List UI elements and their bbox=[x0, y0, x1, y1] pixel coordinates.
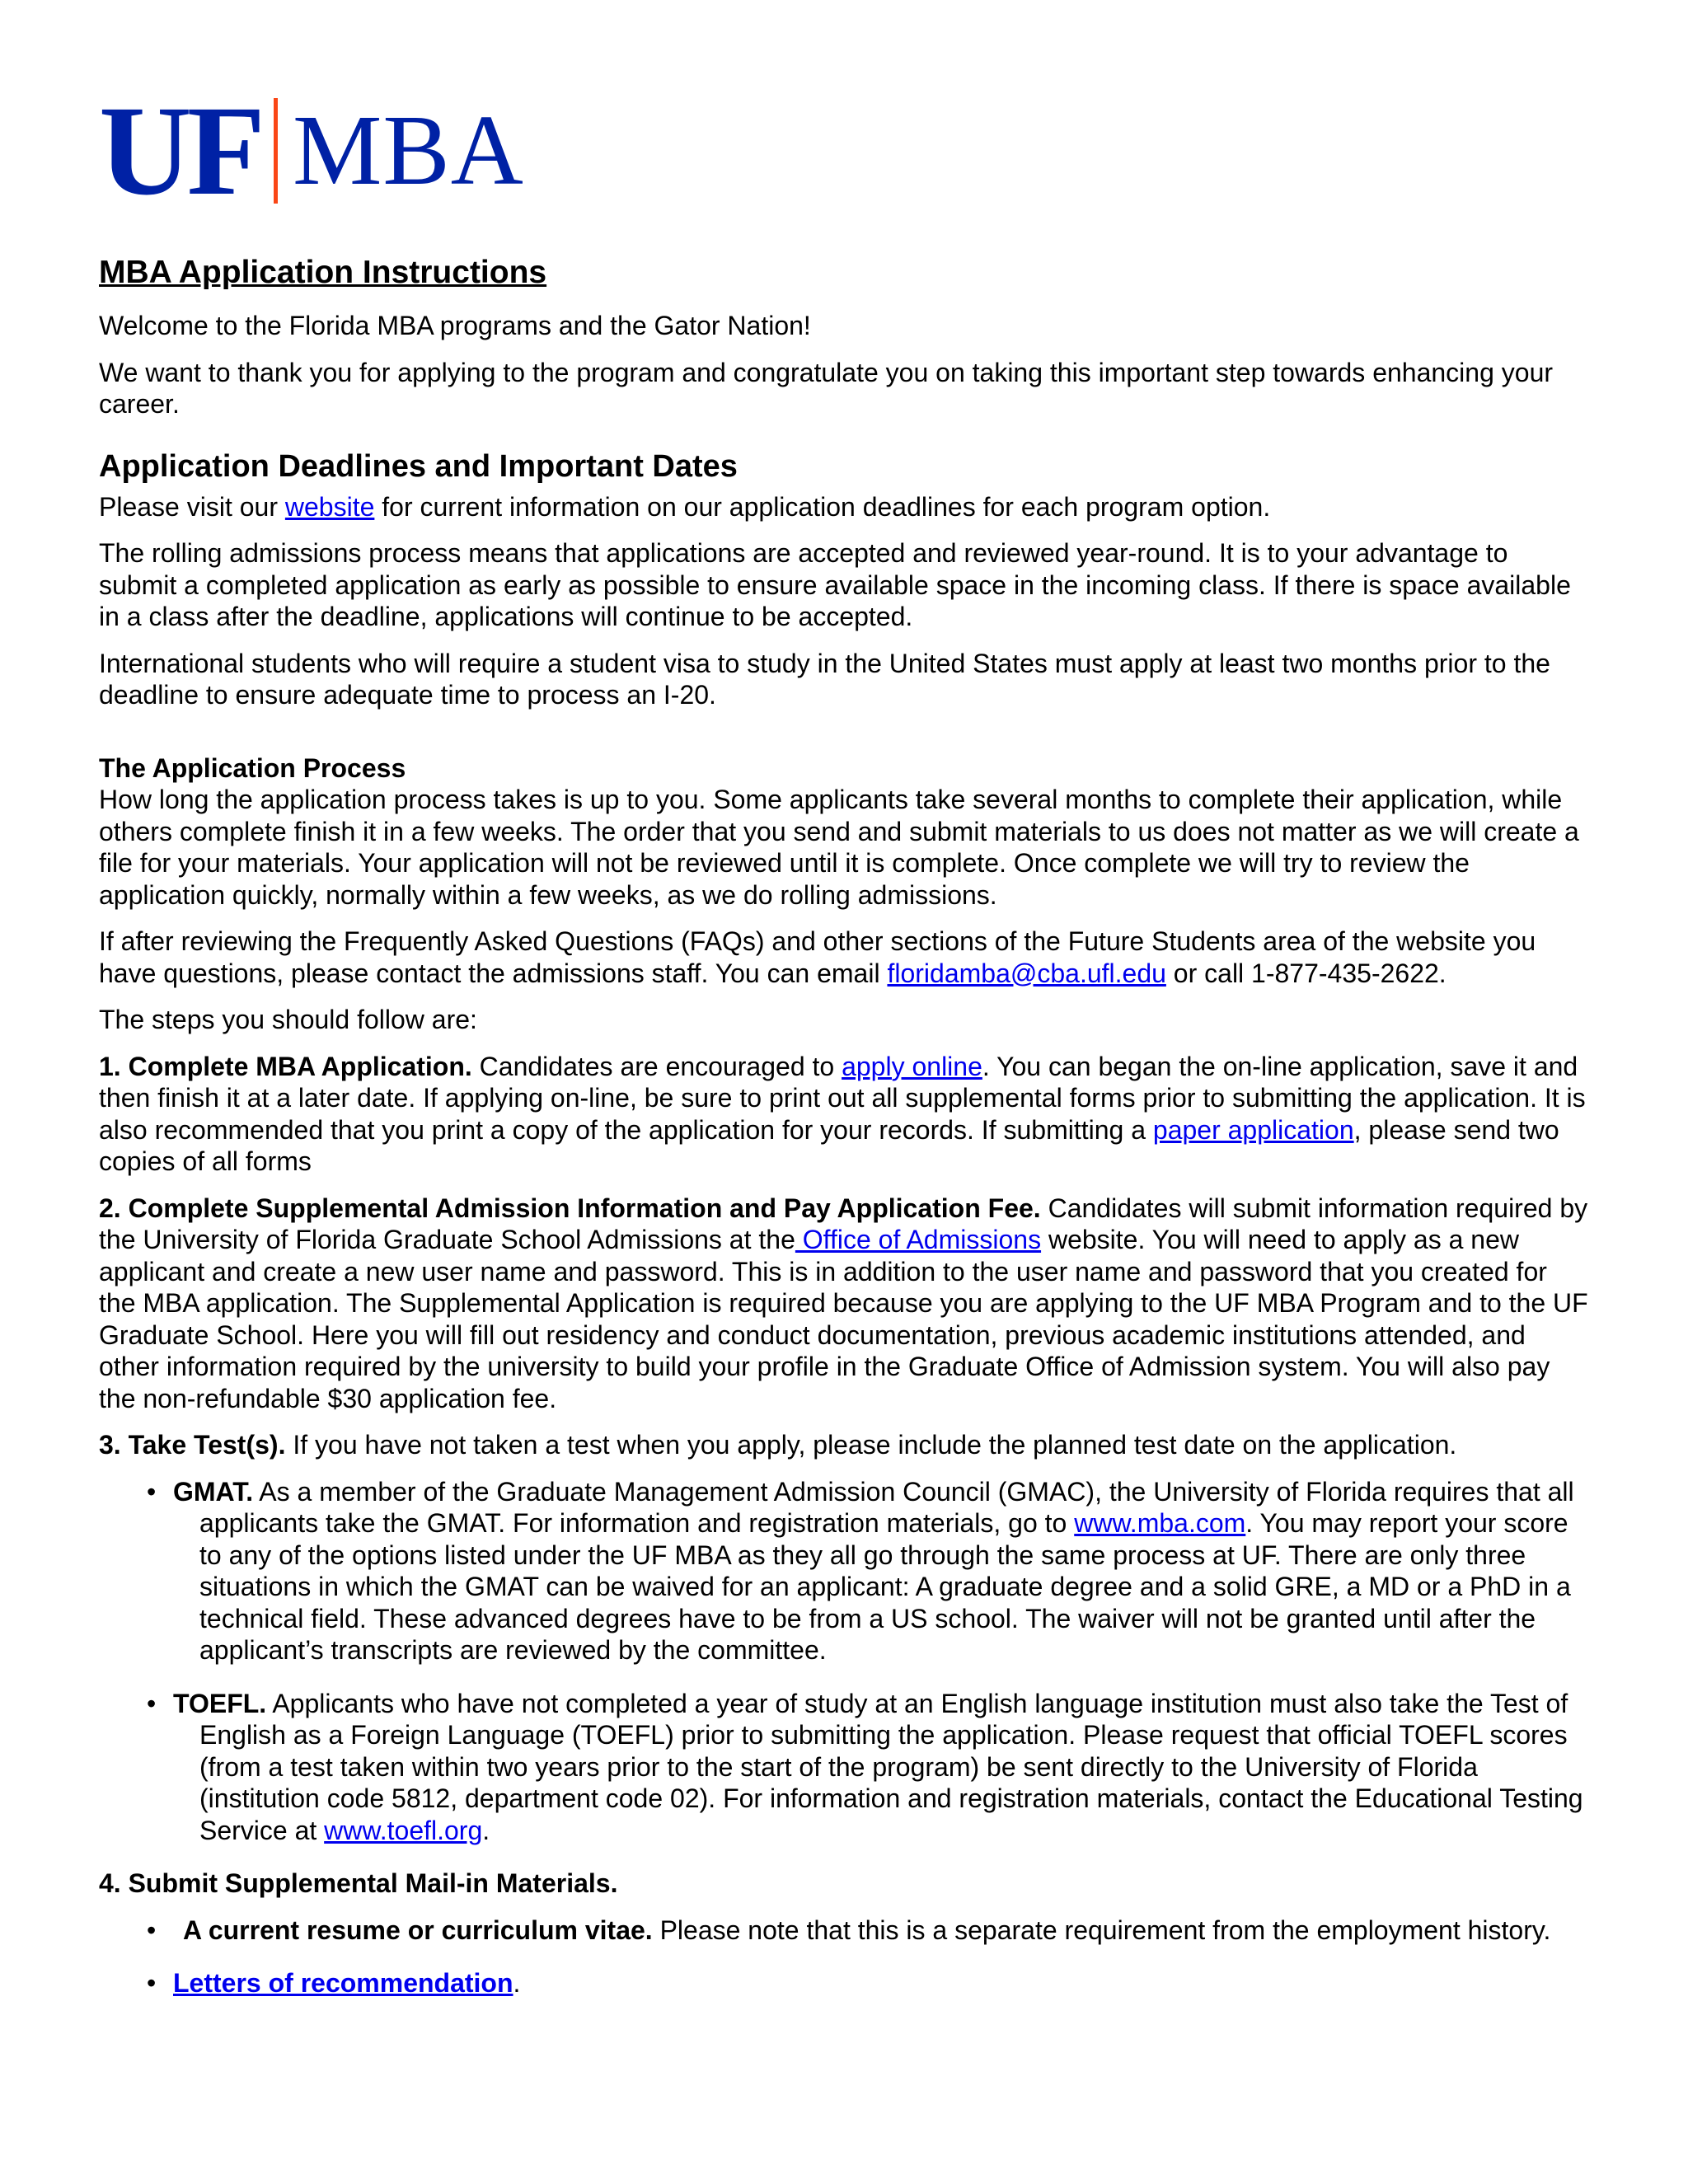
bullet-icon: • bbox=[147, 1968, 157, 1998]
page-title: MBA Application Instructions bbox=[99, 255, 547, 290]
step-2-label: 2. Complete Supplemental Admission Information and Pay Application Fee. bbox=[99, 1193, 1041, 1223]
deadlines-heading: Application Deadlines and Important Dates bbox=[99, 448, 738, 484]
paper-application-link[interactable]: paper application bbox=[1152, 1114, 1354, 1145]
step-4-label: 4. Submit Supplemental Mail-in Materials. bbox=[99, 1868, 618, 1898]
materials-list bbox=[99, 1915, 1591, 1999]
thanks-paragraph: We want to thank you for applying to the program and congratulate you on taking this important step towards enhancing your career. bbox=[99, 357, 1554, 419]
email-link[interactable]: floridamba@cba.ufl.edu bbox=[887, 958, 1166, 988]
step-2-paragraph: 2. Complete Supplemental Admission Information and Pay Application Fee. Candidates will submit information required by the University of Florida Graduate School Admissions at the Office of Admissions website. You will need to apply as a new applicant and create a new user name and password. This is in addition to the user name and password that you created for the MBA application. The Supplemental Application is required because you are applying to the UF MBA Program and to the UF Graduate School. Here you will fill out residency and conduct documentation, previous academic institutions attended, and other information required by the university to build your profile in the Graduate Office of Admission system. You will also pay the non-refundable $30 application fee. bbox=[99, 1193, 1588, 1413]
step-3-label: 3. Take Test(s). bbox=[99, 1430, 286, 1460]
letters-of-recommendation-link[interactable]: Letters of recommendation bbox=[173, 1968, 513, 1998]
resume-label: A current resume or curriculum vitae. bbox=[183, 1915, 653, 1945]
toefl-org-link[interactable]: www.toefl.org bbox=[324, 1815, 483, 1845]
step-3-paragraph: 3. Take Test(s). If you have not taken a test when you apply, please include the planned test date on the application. bbox=[99, 1430, 1457, 1460]
welcome-paragraph: Welcome to the Florida MBA programs and the Gator Nation! bbox=[99, 311, 811, 340]
toefl-label: TOEFL. bbox=[173, 1688, 267, 1718]
resume-item: • A current resume or curriculum vitae. Please note that this is a separate requirement from the employment history. bbox=[147, 1915, 1551, 1945]
bullet-icon: • bbox=[147, 1476, 157, 1507]
apply-online-link[interactable]: apply online bbox=[842, 1051, 982, 1081]
logo-divider bbox=[274, 98, 278, 204]
letters-item: • Letters of recommendation. bbox=[147, 1968, 521, 1998]
test-list bbox=[99, 1476, 1591, 1847]
contact-paragraph: If after reviewing the Frequently Asked Questions (FAQs) and other sections of the Future Students area of the website you have questions, please contact the admissions staff. You can email floridamba@cba.ufl.edu or call 1-877-435-2622. bbox=[99, 926, 1536, 988]
gmat-item: • GMAT. As a member of the Graduate Management Admission Council (GMAC), the University of Florida requires that all applicants take the GMAT. For information and registration materials, go to www.mba.com. You may report your score to any of the options listed under the UF MBA as they all go through the same process at UF. There are only three situations in which the GMAT can be waived for an applicant: A graduate degree and a solid GRE, a MD or a PhD in a technical field. These advanced degrees have to be from a US school. The waiver will not be granted until after the applicant’s transcripts are reviewed by the committee. bbox=[147, 1476, 1574, 1665]
visit-paragraph: Please visit our website for current information on our application deadlines for each program option. bbox=[99, 491, 1271, 522]
step-1-label: 1. Complete MBA Application. bbox=[99, 1051, 472, 1081]
step-4-paragraph bbox=[99, 1868, 1591, 1900]
uf-mba-logo bbox=[99, 78, 524, 222]
bullet-icon: • bbox=[147, 1688, 157, 1718]
process-paragraph: The Application Process How long the application process takes is up to you. Some applicants take several months to complete their application, while others complete finish it in a few weeks. The order that you send and submit materials to us does not matter as we will create a file for your materials. Your application will not be reviewed until it is complete. Once complete we will try to review the application quickly, normally within a few weeks, as we do rolling admissions. bbox=[99, 752, 1591, 912]
international-paragraph: International students who will require a student visa to study in the United States must apply at least two months prior to the deadline to ensure adequate time to process an I-20. bbox=[99, 648, 1550, 710]
rolling-paragraph: The rolling admissions process means that applications are accepted and reviewed year-round. It is to your advantage to submit a completed application as early as possible to ensure available space in the incoming class. If there is space available in a class after the deadline, applications will continue to be accepted. bbox=[99, 538, 1571, 631]
step-1-paragraph: 1. Complete MBA Application. Candidates are encouraged to apply online. You can began the on-line application, save it and then finish it at a later date. If applying on-line, be sure to print out all supplemental forms prior to submitting the application. It is also recommended that you print a copy of the application for your records. If submitting a paper application, please send two copies of all forms bbox=[99, 1051, 1586, 1176]
toefl-item: • TOEFL. Applicants who have not completed a year of study at an English language institution must also take the Test of English as a Foreign Language (TOEFL) prior to submitting the application. Please request that official TOEFL scores (from a test taken within two years prior to the start of the program) be sent directly to the University of Florida (institution code 5812, department code 02). For information and registration materials, contact the Educational Testing Service at www.toefl.org. bbox=[147, 1688, 1583, 1845]
bullet-icon: • bbox=[147, 1915, 157, 1945]
gmat-label: GMAT. bbox=[173, 1476, 254, 1507]
logo-uf-text: UF bbox=[99, 78, 260, 222]
logo-mba-text: MBA bbox=[292, 94, 524, 206]
website-link[interactable]: website bbox=[284, 491, 375, 522]
document-body bbox=[99, 254, 1591, 2021]
office-of-admissions-link[interactable]: Office of Admissions bbox=[795, 1225, 1042, 1254]
steps-intro: The steps you should follow are: bbox=[99, 1005, 477, 1034]
mba-com-link[interactable]: www.mba.com bbox=[1074, 1508, 1246, 1538]
process-heading: The Application Process bbox=[99, 752, 406, 783]
